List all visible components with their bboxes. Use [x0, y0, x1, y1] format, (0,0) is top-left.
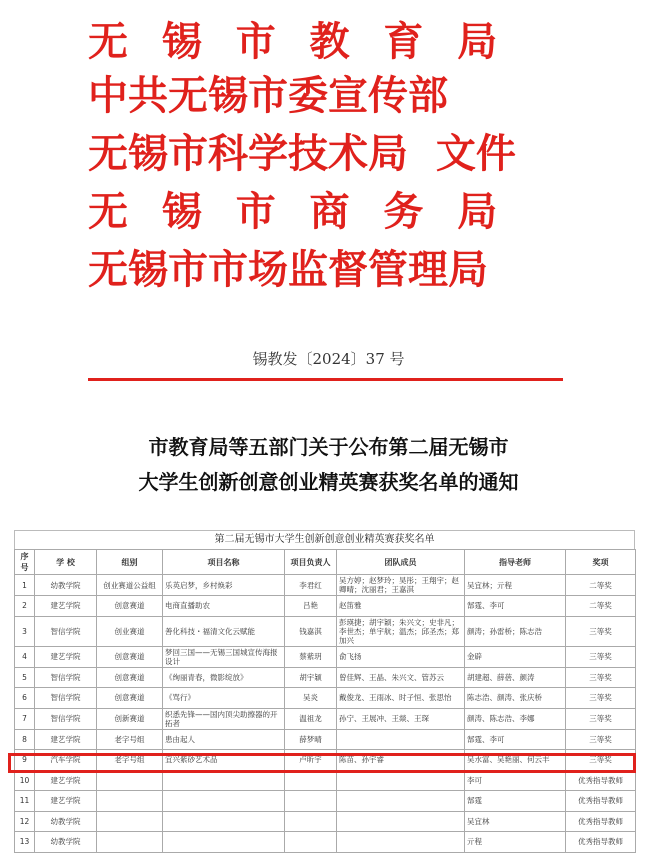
table-cell: 吴宜林 — [465, 811, 566, 832]
table-cell: 6 — [15, 688, 35, 709]
table-cell: 陈苗、孙宇睿 — [337, 750, 465, 771]
table-cell: 胡宇颖 — [285, 667, 337, 688]
table-cell: 吴水富、吴艳丽、何云丰 — [465, 750, 566, 771]
table-cell: 曾佳辉、王晶、朱兴文、管苏云 — [337, 667, 465, 688]
table-cell: 建艺学院 — [35, 646, 97, 667]
table-cell: 建艺学院 — [35, 770, 97, 791]
table-cell: 《绚丽青春，微影绽放》 — [163, 667, 285, 688]
table-cell: 吴方婷；赵梦玲；昊彤；王翔宇；赵卿晴；沈丽君；王嘉淇 — [337, 575, 465, 596]
table-cell: 汽车学院 — [35, 750, 97, 771]
table-cell: 1 — [15, 575, 35, 596]
table-cell: 吴宜林；亓程 — [465, 575, 566, 596]
table-cell: 梦回三国——无锡三国城宣传海报设计 — [163, 646, 285, 667]
table-cell: 12 — [15, 811, 35, 832]
table-row — [15, 791, 636, 812]
header-cell: 项目负责人 — [285, 550, 337, 575]
table-cell — [285, 791, 337, 812]
issuer-line-2: 中共无锡市委宣传部 — [88, 72, 448, 119]
table-cell: 幼教学院 — [35, 811, 97, 832]
table-cell: 织悉先锋——国内顶尖助擦器的开拓者 — [163, 708, 285, 729]
table-cell: 彭瑛捷；胡宇颖；朱兴文；史非凡；李世杰；单宇航；温杰；邱圣杰；郑加兴 — [337, 616, 465, 646]
table-cell: 薛梦晴 — [285, 729, 337, 750]
table-cell — [337, 791, 465, 812]
table-cell: 郜霆、李可 — [465, 596, 566, 617]
table-cell: 优秀指导教师 — [566, 791, 636, 812]
table-cell: 郜霆 — [465, 791, 566, 812]
table-cell — [163, 791, 285, 812]
table-row — [15, 646, 636, 667]
table-cell: 三等奖 — [566, 616, 636, 646]
header-cell: 序号 — [15, 550, 35, 575]
table-cell: 三等奖 — [566, 646, 636, 667]
table-cell: 三等奖 — [566, 667, 636, 688]
table-cell: 5 — [15, 667, 35, 688]
table-cell — [285, 811, 337, 832]
table-cell: 吴炎 — [285, 688, 337, 709]
table-cell: 三等奖 — [566, 688, 636, 709]
table-cell: 7 — [15, 708, 35, 729]
table-cell: 优秀指导教师 — [566, 832, 636, 853]
table-cell: 二等奖 — [566, 596, 636, 617]
table-row — [15, 667, 636, 688]
table-cell: 智信学院 — [35, 616, 97, 646]
table-cell: 老字号组 — [97, 729, 163, 750]
table-row — [15, 708, 636, 729]
table-cell: 9 — [15, 750, 35, 771]
table-cell: 颜涛；孙雷桥；陈志浩 — [465, 616, 566, 646]
table-cell: 建艺学院 — [35, 596, 97, 617]
table-cell: 乐英启梦，乡村焕彩 — [163, 575, 285, 596]
table-cell: 三等奖 — [566, 729, 636, 750]
table-cell: 金辟 — [465, 646, 566, 667]
table-cell: 建艺学院 — [35, 729, 97, 750]
red-divider — [88, 378, 563, 381]
table-row — [15, 596, 636, 617]
table-cell: 智信学院 — [35, 667, 97, 688]
table-cell: 3 — [15, 616, 35, 646]
table-cell: 温祖龙 — [285, 708, 337, 729]
table-cell — [163, 811, 285, 832]
table-cell — [97, 832, 163, 853]
header-cell: 项目名称 — [163, 550, 285, 575]
table-cell: 创意赛道 — [97, 667, 163, 688]
table-cell — [97, 791, 163, 812]
table-cell: 优秀指导教师 — [566, 811, 636, 832]
table-cell: 创意赛道 — [97, 646, 163, 667]
issuer-line-3: 无锡市科学技术局 文件 — [88, 130, 516, 177]
table-cell: 创业赛道 — [97, 616, 163, 646]
table-cell: 10 — [15, 770, 35, 791]
table-cell — [337, 770, 465, 791]
table-cell: 4 — [15, 646, 35, 667]
table-cell: 吕艳 — [285, 596, 337, 617]
notice-title-line-2: 大学生创新创意创业精英赛获奖名单的通知 — [138, 470, 519, 494]
table-row — [15, 575, 636, 596]
table-cell: 三等奖 — [566, 750, 636, 771]
table-row — [15, 688, 636, 709]
table-cell: 李君红 — [285, 575, 337, 596]
table-cell — [337, 811, 465, 832]
table-cell: 创业赛道公益组 — [97, 575, 163, 596]
table-cell: 幼教学院 — [35, 832, 97, 853]
table-cell: 幼教学院 — [35, 575, 97, 596]
table-cell — [285, 832, 337, 853]
award-table — [14, 549, 636, 853]
table-cell — [337, 729, 465, 750]
table-row — [15, 832, 636, 853]
table-cell: 戴俊龙、王雨冰、时子恒、张思怡 — [337, 688, 465, 709]
table-cell: 建艺学院 — [35, 791, 97, 812]
table-cell: 《骂行》 — [163, 688, 285, 709]
table-cell: 李可 — [465, 770, 566, 791]
notice-title-line-1: 市教育局等五部门关于公布第二届无锡市 — [148, 435, 509, 459]
table-cell — [163, 770, 285, 791]
table-title: 第二届无锡市大学生创新创意创业精英赛获奖名单 — [14, 530, 635, 549]
table-cell: 宜兴紫砂艺术品 — [163, 750, 285, 771]
table-row — [15, 770, 636, 791]
table-cell: 患由起人 — [163, 729, 285, 750]
table-cell: 智信学院 — [35, 688, 97, 709]
table-cell: 创新赛道 — [97, 708, 163, 729]
table-cell — [337, 832, 465, 853]
table-cell: 老字号组 — [97, 750, 163, 771]
issuer-line-4: 无 锡 市 商 务 局 — [88, 188, 500, 235]
table-cell: 2 — [15, 596, 35, 617]
table-cell: 颜涛、陈志浩、李娜 — [465, 708, 566, 729]
header-cell: 团队成员 — [337, 550, 465, 575]
table-cell: 胡建超、薛蓓、颜涛 — [465, 667, 566, 688]
table-cell: 蔡紫玥 — [285, 646, 337, 667]
table-row — [15, 811, 636, 832]
award-table-container — [14, 530, 635, 853]
table-cell — [163, 832, 285, 853]
table-cell: 卢昕宇 — [285, 750, 337, 771]
issuer-line-1: 无 锡 市 教 育 局 — [88, 18, 500, 65]
highlight-box — [8, 753, 636, 773]
table-cell: 俞飞扬 — [337, 646, 465, 667]
table-cell: 创意赛道 — [97, 688, 163, 709]
table-cell: 孙宁、王展冲、王燚、王琛 — [337, 708, 465, 729]
table-cell: 亓程 — [465, 832, 566, 853]
table-cell: 陈志浩、颜涛、张庆桥 — [465, 688, 566, 709]
table-cell: 智信学院 — [35, 708, 97, 729]
header-cell: 学 校 — [35, 550, 97, 575]
table-cell — [97, 770, 163, 791]
table-row — [15, 729, 636, 750]
table-cell: 优秀指导教师 — [566, 770, 636, 791]
header-cell: 组别 — [97, 550, 163, 575]
table-cell: 钱嘉淇 — [285, 616, 337, 646]
table-cell — [285, 770, 337, 791]
table-cell — [97, 811, 163, 832]
issuer-line-5: 无锡市市场监督管理局 — [88, 246, 488, 293]
header-cell: 指导老师 — [465, 550, 566, 575]
table-cell: 善化科技・福清文化云赋能 — [163, 616, 285, 646]
table-cell: 创意赛道 — [97, 596, 163, 617]
table-header-row — [15, 550, 636, 575]
table-row — [15, 616, 636, 646]
table-cell: 8 — [15, 729, 35, 750]
header-cell: 奖项 — [566, 550, 636, 575]
table-cell: 郜霆、李可 — [465, 729, 566, 750]
table-cell: 13 — [15, 832, 35, 853]
table-cell: 二等奖 — [566, 575, 636, 596]
table-cell: 三等奖 — [566, 708, 636, 729]
table-cell: 赵笛雅 — [337, 596, 465, 617]
document-number: 锡教发〔2024〕37 号 — [252, 350, 405, 368]
table-cell: 11 — [15, 791, 35, 812]
table-cell: 电商直播助农 — [163, 596, 285, 617]
